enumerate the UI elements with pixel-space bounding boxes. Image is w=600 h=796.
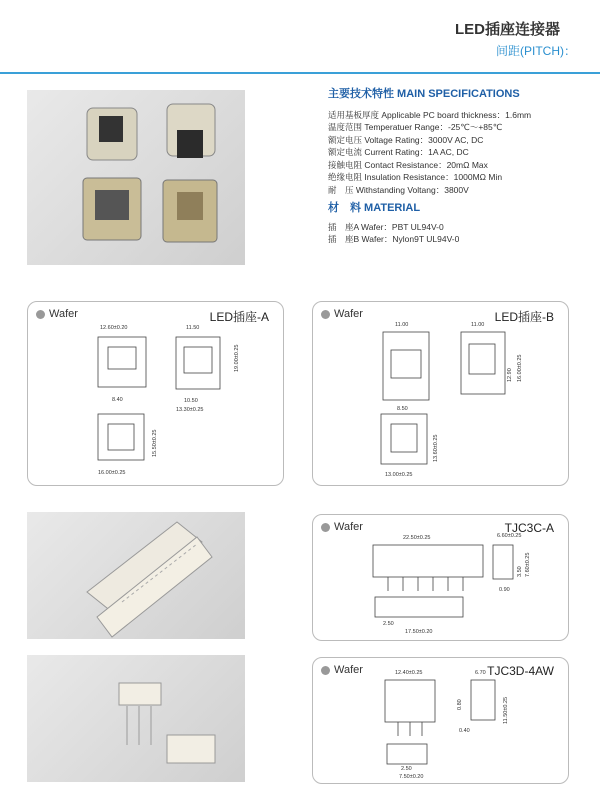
product-photo-wafer-tjc3d (27, 655, 245, 782)
dimension-label: 10.50 (184, 398, 198, 404)
spec-line: 额定电流 Current Rating：1A AC, DC (328, 147, 469, 157)
dimension-label: 13.60±0.25 (433, 434, 439, 462)
dimension-label: 19.00±0.25 (234, 344, 240, 372)
model-name: LED插座-A (209, 310, 269, 324)
spec-line: 耐 压 Withstanding Voltang：3800V (328, 184, 469, 195)
material-line: 插 座A Wafer：PBT UL94V-0 (328, 221, 444, 232)
dimension-label: 15.50±0.25 (152, 429, 158, 457)
right-angle-wafer-photo-art (27, 655, 245, 782)
dimension-label: 6.60±0.25 (497, 533, 522, 539)
pitch-label: 间距(PITCH)： (496, 44, 576, 58)
bullet-icon (321, 310, 330, 319)
spec-line: 温度范围 Temperatuer Range：-25℃～+85℃ (328, 122, 503, 132)
dimension-label: 8.50 (397, 406, 408, 412)
dimension-label: 17.50±0.20 (405, 629, 433, 635)
dimension-label: 3.50 (517, 566, 523, 577)
technical-drawing (313, 302, 568, 485)
wafer-tag: Wafer (321, 521, 363, 533)
bullet-icon (321, 523, 330, 532)
specifications-block (328, 88, 588, 246)
dimension-label: 0.40 (459, 728, 470, 734)
wafer-tag: Wafer (321, 664, 363, 676)
drawing-card-led-socket-b (312, 301, 569, 486)
dimension-label: 7.50±0.20 (399, 774, 424, 780)
dimension-label: 2.50 (401, 766, 412, 772)
dimension-label: 16.00±0.25 (98, 470, 126, 476)
main-specs-heading: 主要技术特性 MAIN SPECIFICATIONS (328, 88, 520, 100)
material-line: 插 座B Wafer：Nylon9T UL94V-0 (328, 234, 460, 244)
bullet-icon (321, 666, 330, 675)
header-rule (0, 72, 600, 74)
spec-line: 额定电压 Voltage Rating：3000V AC, DC (328, 134, 484, 145)
wafer-strip-photo-art (27, 512, 245, 639)
led-socket-photo-art (27, 90, 245, 265)
dimension-label: 11.00 (395, 322, 409, 328)
drawing-card-tjc3d-4aw (312, 657, 569, 784)
model-name: LED插座-B (494, 310, 554, 324)
spec-line: 接触电阻 Contact Resistance：20mΩ Max (328, 159, 488, 170)
model-name: TJC3D-4AW (487, 664, 554, 678)
product-photo-wafer-tjc3c (27, 512, 245, 639)
dimension-label: 13.00±0.25 (385, 472, 413, 478)
bullet-icon (36, 310, 45, 319)
product-photo-led-sockets (27, 90, 245, 265)
spec-line: 绝缘电阻 Insulation Resistance：1000MΩ Min (328, 172, 503, 182)
dimension-label: 13.30±0.25 (176, 407, 204, 413)
dimension-label: 0.90 (499, 587, 510, 593)
dimension-label: 11.50 (186, 325, 200, 331)
wafer-tag: Wafer (36, 308, 78, 320)
dimension-label: 22.50±0.25 (403, 535, 431, 541)
model-name: TJC3C-A (504, 521, 554, 535)
page-title: LED插座连接器 (455, 21, 561, 38)
spec-line: 适用基板厚度 Applicable PC board thickness：1.6mm (328, 109, 532, 120)
dimension-label: 8.40 (112, 397, 123, 403)
technical-drawing (28, 302, 283, 485)
dimension-label: 11.50±0.25 (503, 696, 509, 724)
drawing-card-tjc3c-a (312, 514, 569, 641)
wafer-tag: Wafer (321, 308, 363, 320)
dimension-label: 6.70 (475, 670, 486, 676)
dimension-label: 12.60±0.20 (100, 325, 128, 331)
dimension-label: 16.00±0.25 (517, 354, 523, 382)
dimension-label: 12.40±0.25 (395, 670, 423, 676)
dimension-label: 2.50 (383, 621, 394, 627)
dimension-label: 7.60±0.25 (525, 552, 531, 577)
dimension-label: 12.90 (507, 368, 513, 382)
dimension-label: 11.00 (471, 322, 485, 328)
dimension-label: 0.80 (457, 699, 463, 710)
material-heading: 材 料 MATERIAL (328, 202, 421, 214)
drawing-card-led-socket-a (27, 301, 284, 486)
